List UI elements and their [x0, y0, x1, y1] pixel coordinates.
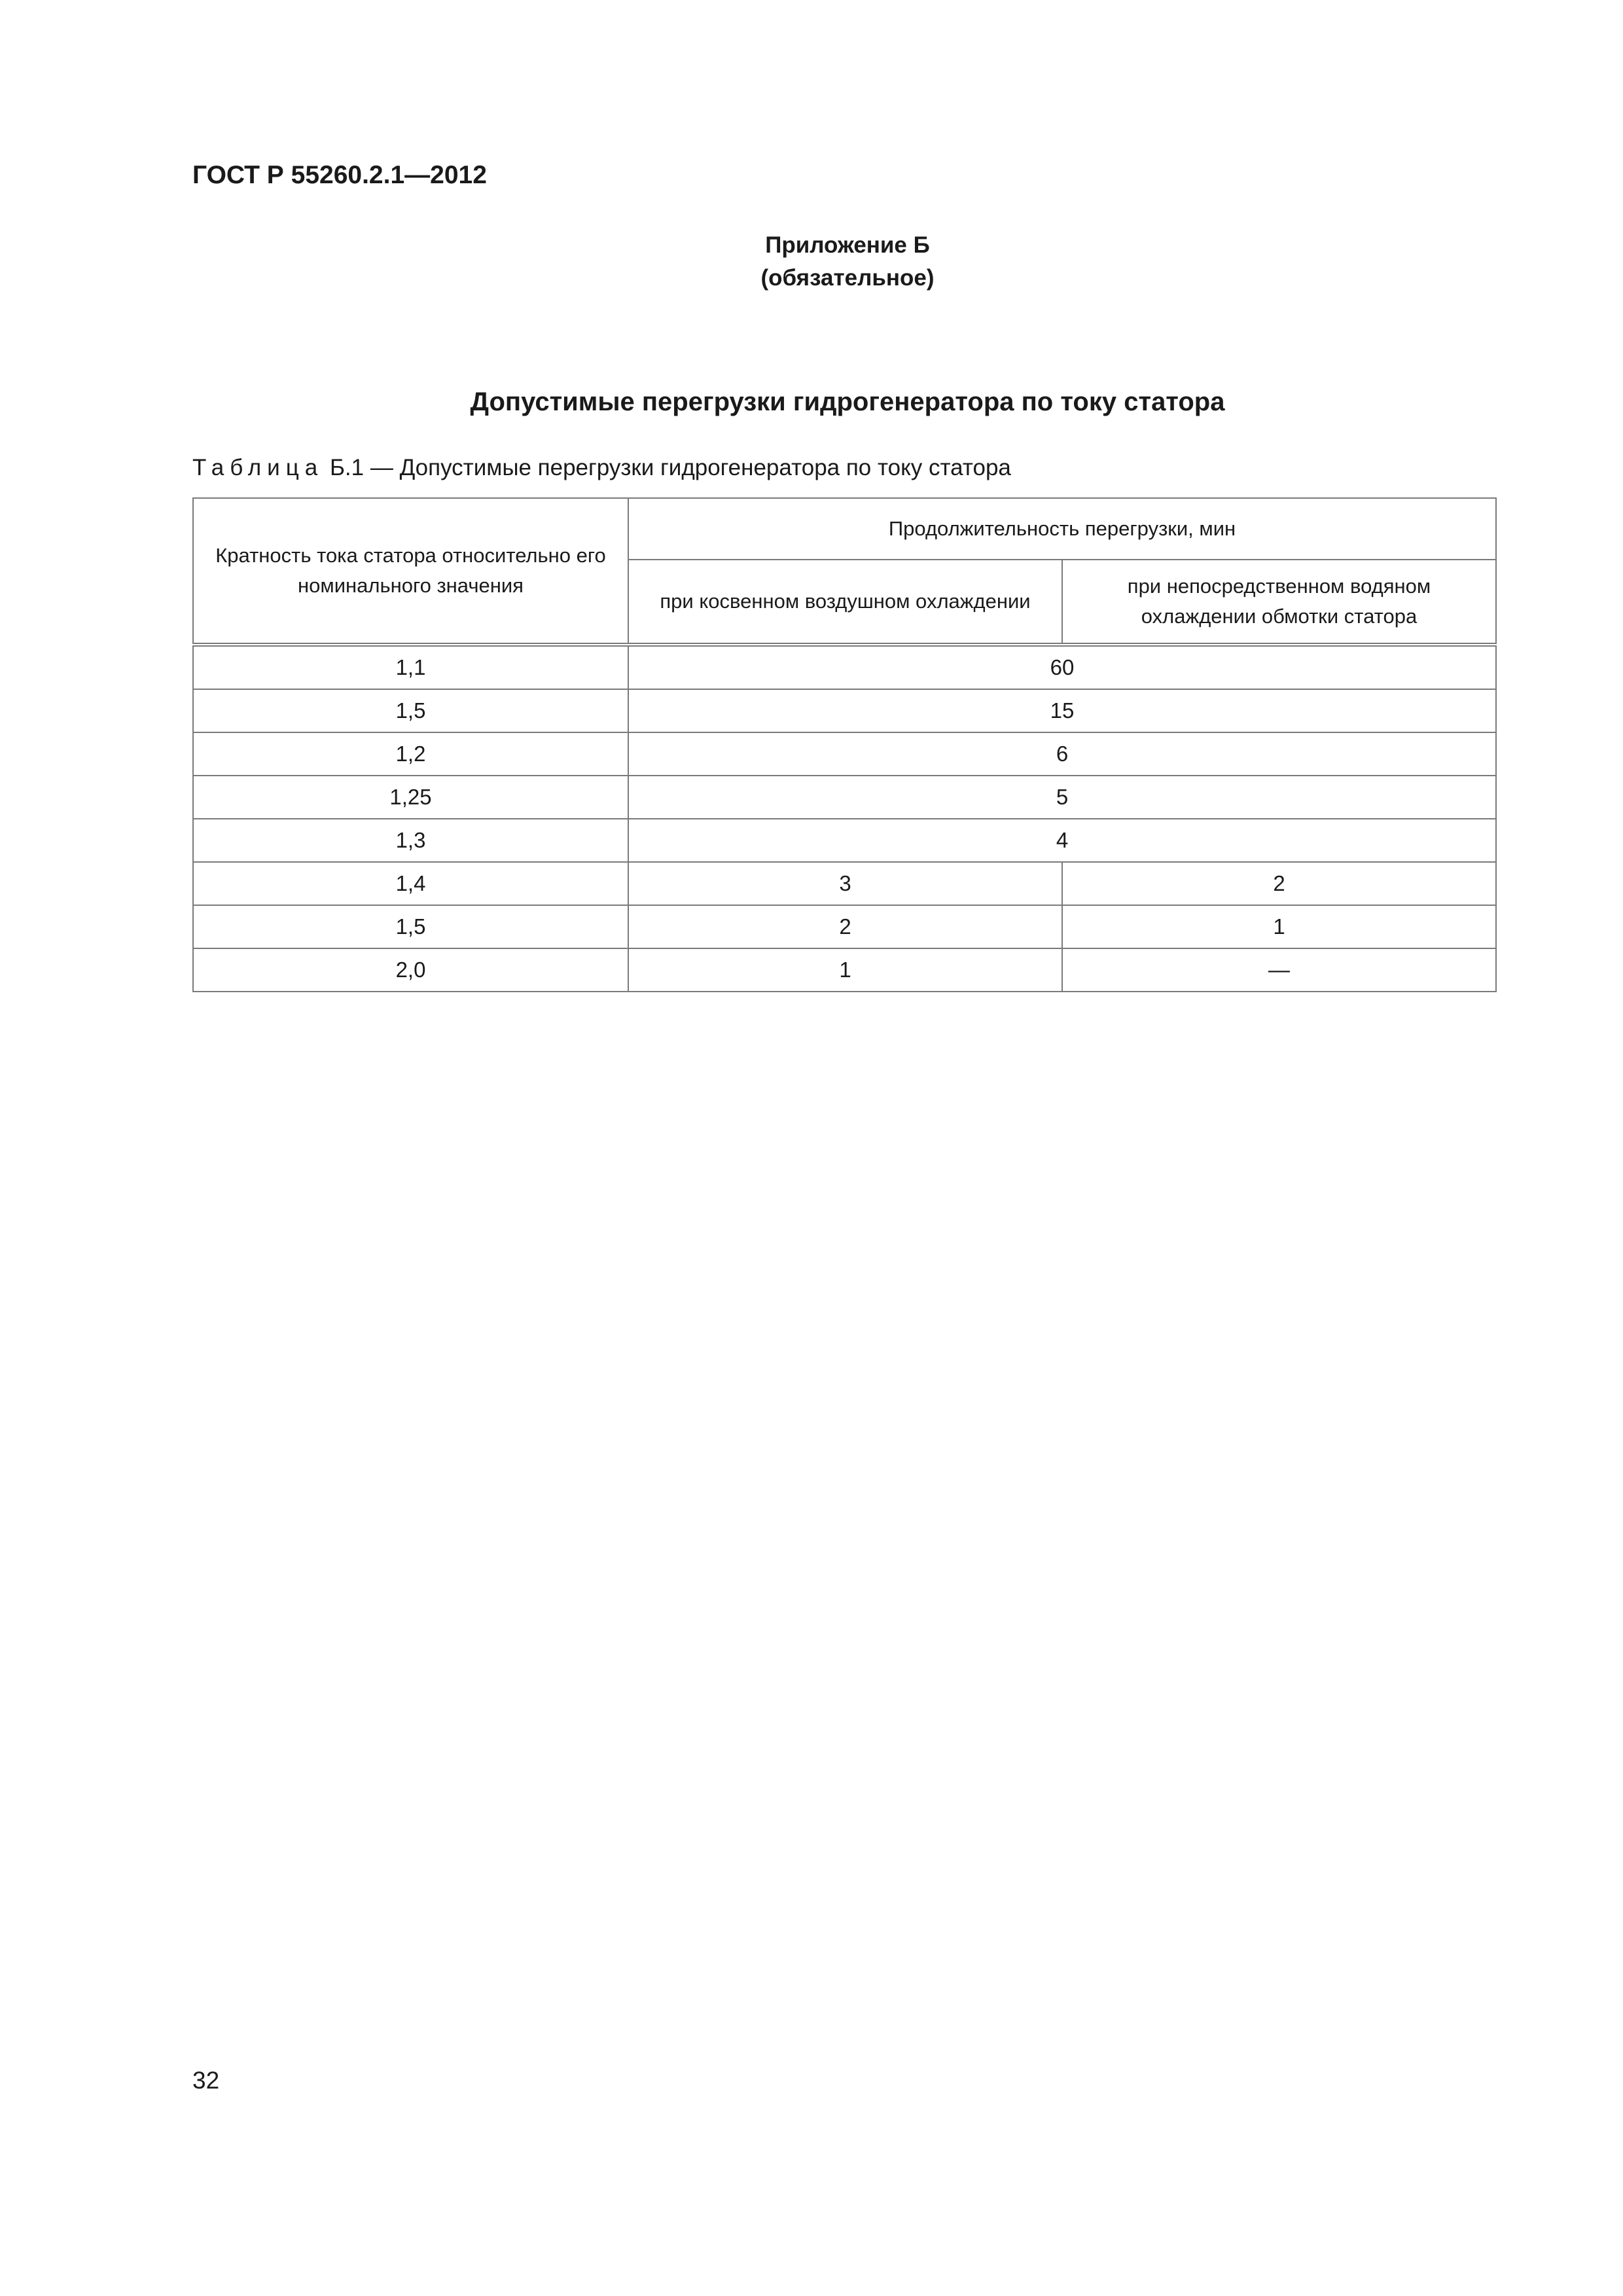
ratio-cell: 1,3 — [193, 819, 628, 862]
overload-table — [192, 497, 1497, 992]
table-row — [193, 689, 1496, 732]
ratio-cell: 1,5 — [193, 689, 628, 732]
duration-cell: 60 — [628, 645, 1496, 689]
water-cooling-cell: — — [1062, 948, 1496, 992]
section-title: Допустимые перегрузки гидрогенератора по току статора — [470, 387, 1225, 416]
annex-status: (обязательное) — [760, 265, 935, 291]
table-caption-text: Б.1 — Допустимые перегрузки гидрогенератора по току статора — [323, 455, 1011, 480]
annex-title: Приложение Б — [765, 232, 930, 258]
table-caption — [192, 455, 1011, 481]
document-id: ГОСТ Р 55260.2.1—2012 — [192, 161, 487, 189]
annex-heading — [0, 229, 1623, 295]
ratio-cell: 1,1 — [193, 645, 628, 689]
ratio-cell: 1,5 — [193, 905, 628, 948]
table-row — [193, 732, 1496, 776]
air-cooling-cell: 1 — [628, 948, 1062, 992]
water-cooling-cell: 2 — [1062, 862, 1496, 905]
water-cooling-cell: 1 — [1062, 905, 1496, 948]
header-water-cooling: при непосредственном водяном охлаждении обмотки статора — [1062, 560, 1496, 645]
table-caption-label: Таблица — [192, 455, 324, 480]
table-row — [193, 645, 1496, 689]
duration-cell: 15 — [628, 689, 1496, 732]
ratio-cell: 1,4 — [193, 862, 628, 905]
header-air-cooling: при косвенном воздушном охлаждении — [628, 560, 1062, 645]
table-row — [193, 905, 1496, 948]
table-row — [193, 776, 1496, 819]
duration-cell: 6 — [628, 732, 1496, 776]
air-cooling-cell: 3 — [628, 862, 1062, 905]
table-row — [193, 948, 1496, 992]
ratio-cell: 1,25 — [193, 776, 628, 819]
table-row — [193, 862, 1496, 905]
ratio-cell: 1,2 — [193, 732, 628, 776]
duration-cell: 5 — [628, 776, 1496, 819]
header-ratio: Кратность тока статора относительно его номинального значения — [193, 498, 628, 645]
header-duration-group: Продолжительность перегрузки, мин — [628, 498, 1496, 560]
table-row — [193, 819, 1496, 862]
air-cooling-cell: 2 — [628, 905, 1062, 948]
duration-cell: 4 — [628, 819, 1496, 862]
page-number: 32 — [192, 2067, 220, 2094]
ratio-cell: 2,0 — [193, 948, 628, 992]
